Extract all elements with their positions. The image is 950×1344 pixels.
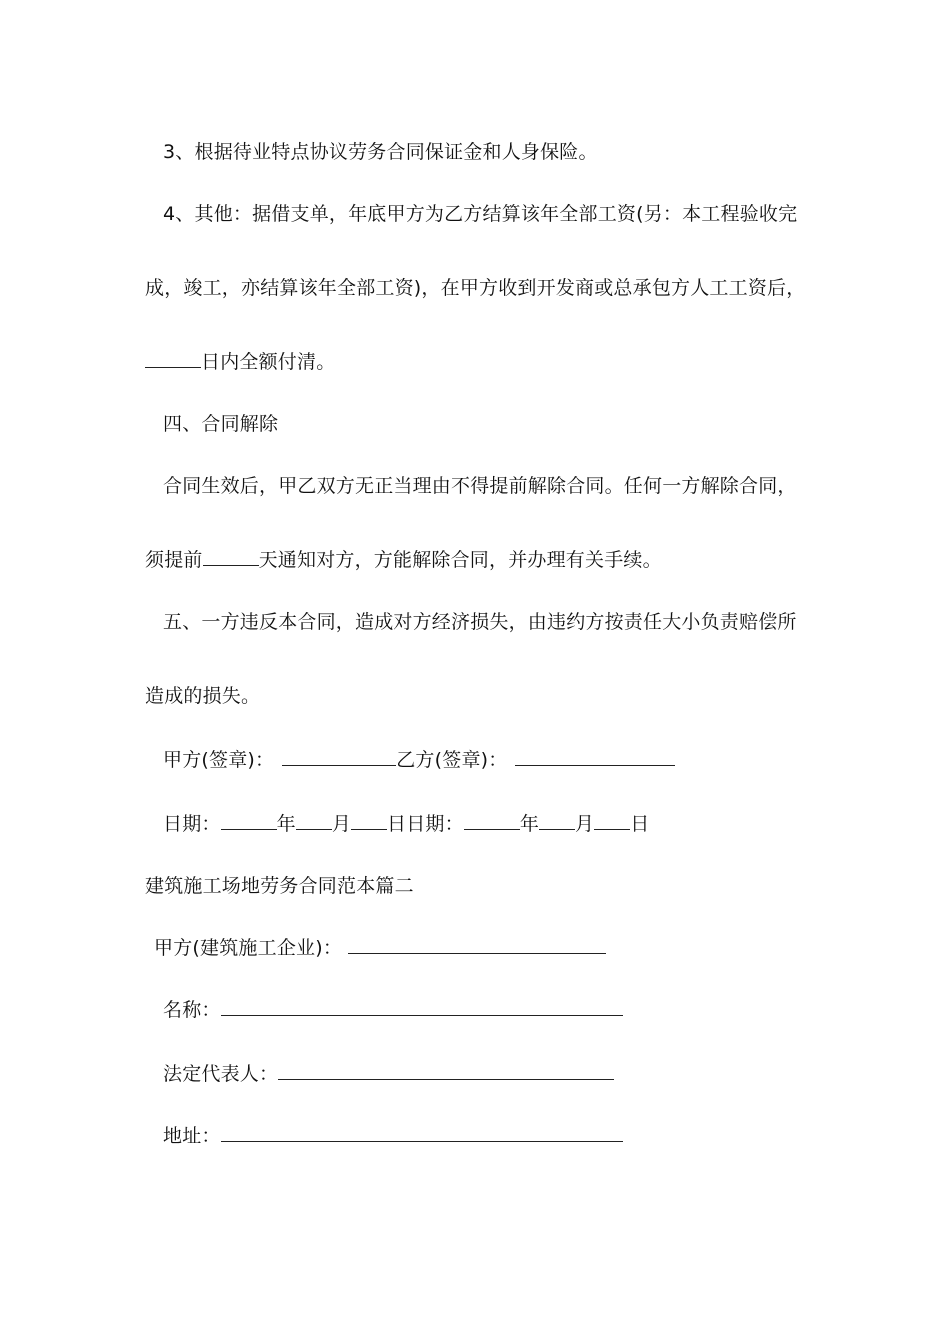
address-label: 地址： — [163, 1125, 221, 1147]
section-4-line-2-post: 天通知对方，方能解除合同，并办理有关手续。 — [258, 549, 662, 571]
month-label-a: 月 — [331, 813, 352, 835]
party-a-company-label: 甲方(建筑施工企业)： — [154, 937, 343, 959]
date-line — [163, 812, 649, 836]
date-label-a: 日期： — [163, 813, 221, 835]
party-a-signature-blank — [282, 749, 396, 766]
day-and-date-label: 日日期： — [387, 813, 464, 835]
part-two-title: 建筑施工场地劳务合同范本篇二 — [145, 875, 414, 897]
address-blank — [221, 1125, 623, 1142]
month-label-b: 月 — [575, 813, 595, 835]
name-blank — [221, 999, 623, 1016]
clause-4-line-2: 成，竣工，亦结算该年全部工资)，在甲方收到开发商或总承包方人工工资后， — [145, 277, 806, 299]
party-a-signature-label: 甲方(签章)： — [163, 749, 275, 771]
blank-days — [145, 351, 201, 368]
legal-rep-label: 法定代表人： — [163, 1063, 279, 1085]
day-blank-a — [351, 813, 387, 830]
party-b-signature-label: 乙方(签章)： — [396, 749, 508, 771]
address-line — [163, 1124, 623, 1148]
party-b-signature-blank — [515, 749, 675, 766]
year-blank-a — [221, 813, 277, 830]
year-blank-b — [464, 813, 520, 830]
clause-4-line-3 — [145, 350, 335, 374]
signature-line — [163, 748, 675, 772]
month-blank-b — [539, 813, 575, 830]
party-a-company-blank — [348, 937, 606, 954]
section-4-line-2 — [145, 548, 662, 572]
name-line — [163, 998, 623, 1022]
year-label-b: 年 — [519, 813, 540, 835]
party-a-company-line — [154, 936, 606, 960]
day-label-b: 日 — [630, 813, 650, 835]
clause-3: 3、根据待业特点协议劳务合同保证金和人身保险。 — [163, 141, 598, 163]
clause-4-line-3-text: 日内全额付清。 — [201, 351, 336, 373]
section-4-heading: 四、合同解除 — [163, 413, 279, 435]
clause-4-line-1: 4、其他：据借支单，年底甲方为乙方结算该年全部工资(另：本工程验收完 — [163, 203, 798, 225]
legal-rep-blank — [278, 1063, 614, 1080]
month-blank-a — [296, 813, 332, 830]
section-5-line-2: 造成的损失。 — [145, 685, 261, 707]
day-blank-b — [594, 813, 630, 830]
section-4-line-2-pre: 须提前 — [145, 549, 203, 571]
section-4-line-1: 合同生效后，甲乙双方无正当理由不得提前解除合同。任何一方解除合同， — [163, 475, 797, 497]
section-5-line-1: 五、一方违反本合同，造成对方经济损失，由违约方按责任大小负责赔偿所 — [163, 611, 797, 633]
legal-rep-line — [163, 1062, 614, 1086]
blank-notice-days — [203, 549, 259, 566]
name-label: 名称： — [163, 999, 221, 1021]
year-label-a: 年 — [276, 813, 296, 835]
